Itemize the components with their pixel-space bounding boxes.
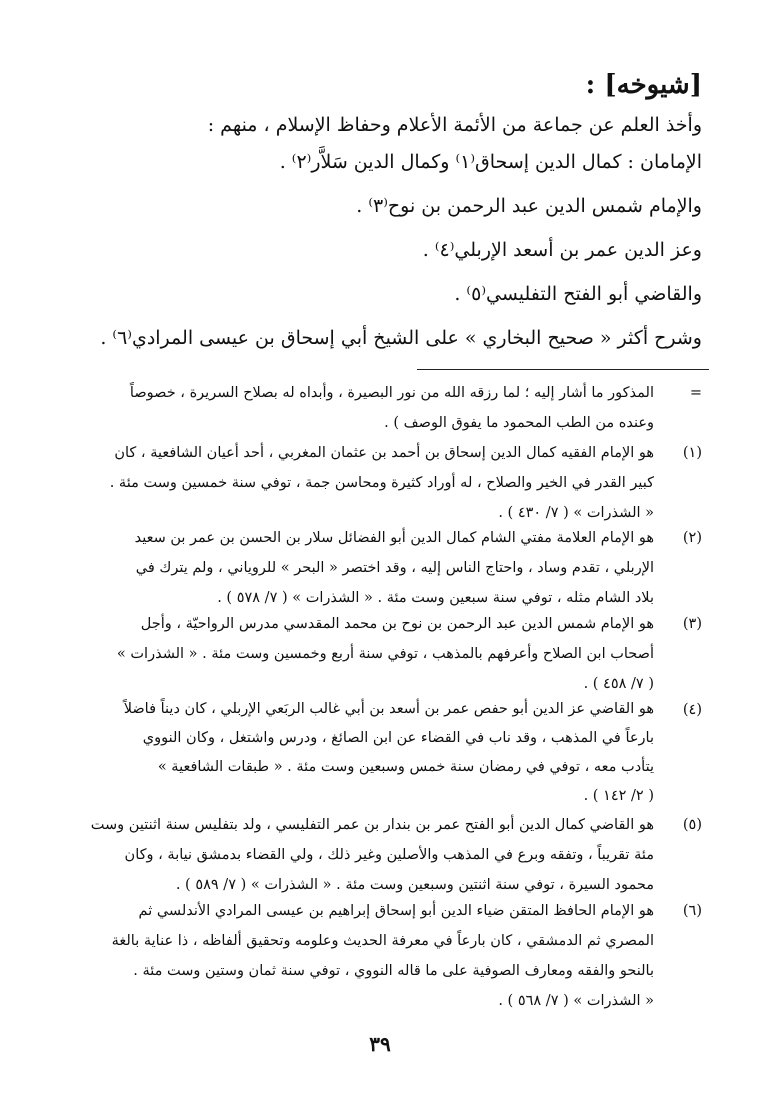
page-number: ٣٩ [369, 1032, 391, 1056]
footnote-2 [54, 523, 702, 613]
main-text-line: وشرح أكثر « صحيح البخاري » على الشيخ أبي إسحاق بن عيسى المرادي⁽٦⁾ . [100, 327, 702, 349]
footnote-line: « الشذرات » ( ٧/ ٤٣٠ ) . [498, 505, 654, 521]
footnote-line: المذكور ما أشار إليه ؛ لما رزقه الله من نور البصيرة ، وأبداه له بصلاح السريرة ، خصوصاً [129, 385, 654, 401]
footnote-number: (٢) [682, 530, 702, 546]
main-text-line: وأخذ العلم عن جماعة من الأئمة الأعلام وحفاظ الإسلام ، منهم : [207, 114, 702, 136]
footnote-line: هو الإمام شمس الدين عبد الرحمن بن نوح بن محمد المقدسي مدرس الرواحيّة ، وأجل [140, 616, 654, 632]
footnote-3 [54, 609, 702, 699]
footnote-line: الإربلي ، تقدم وساد ، واحتاج الناس إليه ، وقد اختصر « البحر » للروياني ، ولم يترك في [135, 560, 654, 576]
footnote-number: (٤) [682, 702, 702, 718]
footnote-line: كبير القدر في الخير والصلاح ، له أوراد كثيرة ومحاسن جمة ، توفي سنة خمسين وست مئة . [109, 475, 654, 491]
footnote-line: هو القاضي عز الدين أبو حفص عمر بن أسعد بن أبي غالب الربَعي الإربلي ، كان ديناً فاضلاً [123, 701, 654, 717]
footnote-line: بلاد الشام مثله ، توفي سنة سبعين وست مئة . « الشذرات » ( ٧/ ٥٧٨ ) . [217, 590, 654, 606]
main-text-line: الإمامان : كمال الدين إسحاق⁽١⁾ وكمال الدين سَلاَّر⁽٢⁾ . [279, 151, 702, 173]
footnote-4 [54, 695, 702, 811]
section-heading: [شيوخه] : [585, 70, 702, 100]
footnote-continuation [54, 378, 702, 438]
footnote-1 [54, 438, 702, 528]
footnote-line: مئة تقريباً ، وتفقه وبرع في المذهب والأصلين وغير ذلك ، ولي القضاء بدمشق نيابة ، وكان [124, 847, 654, 863]
footnote-number: (٦) [682, 903, 702, 919]
footnote-line: هو الإمام الفقيه كمال الدين إسحاق بن أحمد بن عثمان المغربي ، أحد أعيان الشافعية ، كان [114, 445, 654, 461]
footnote-line: هو القاضي كمال الدين أبو الفتح عمر بن بندار بن عمر التفليسي ، ولد بتفليس سنة اثنتين وست [90, 817, 654, 833]
footnote-line: « الشذرات » ( ٧/ ٥٦٨ ) . [498, 993, 654, 1009]
footnote-line: ( ٧/ ٤٥٨ ) . [583, 676, 654, 692]
main-text-line: وعز الدين عمر بن أسعد الإربلي⁽٤⁾ . [422, 239, 702, 261]
footnote-line: بالنحو والفقه ومعارف الصوفية على ما قاله النووي ، توفي سنة ثمان وستين وست مئة . [133, 963, 654, 979]
main-text [50, 110, 702, 360]
main-text-line: والإمام شمس الدين عبد الرحمن بن نوح⁽٣⁾ . [356, 195, 702, 217]
footnote-separator [417, 369, 709, 370]
footnote-line: المصري ثم الدمشقي ، كان بارعاً في معرفة الحديث وعلومه وتحقيق ألفاظه ، ذا عناية بالغة [111, 933, 654, 949]
footnote-line: هو الإمام الحافظ المتقن ضياء الدين أبو إسحاق إبراهيم بن عيسى المرادي الأندلسي ثم [138, 903, 654, 919]
footnote-number: (١) [682, 445, 702, 461]
footnote-line: محمود السيرة ، توفي سنة اثنتين وسبعين وست مئة . « الشذرات » ( ٧/ ٥٨٩ ) . [175, 877, 654, 893]
footnote-line: أصحاب ابن الصلاح وأعرفهم بالمذهب ، توفي سنة أربع وخمسين وست مئة . « الشذرات » [116, 646, 654, 662]
footnote-line: هو الإمام العلامة مفتي الشام كمال الدين أبو الفضائل سلار بن الحسن بن عمر بن سعيد [134, 530, 654, 546]
footnote-line: ( ٢/ ١٤٢ ) . [583, 788, 654, 804]
footnote-number: (٥) [682, 817, 702, 833]
footnote-line: بارعاً في المذهب ، وقد ناب في القضاء عن ابن الصائغ ، ودرس واشتغل ، وكان النووي [142, 730, 654, 746]
footnote-number: (٣) [682, 616, 702, 632]
footnote-5 [54, 810, 702, 900]
footnote-6 [54, 896, 702, 1016]
continuation-mark: = [689, 385, 702, 401]
main-text-line: والقاضي أبو الفتح التفليسي⁽٥⁾ . [454, 283, 702, 305]
footnote-line: يتأدب معه ، توفي في رمضان سنة خمس وسبعين وست مئة . « طبقات الشافعية » [157, 759, 654, 775]
footnote-line: وعنده من الطب المحمود ما يفوق الوصف ) . [384, 415, 654, 431]
